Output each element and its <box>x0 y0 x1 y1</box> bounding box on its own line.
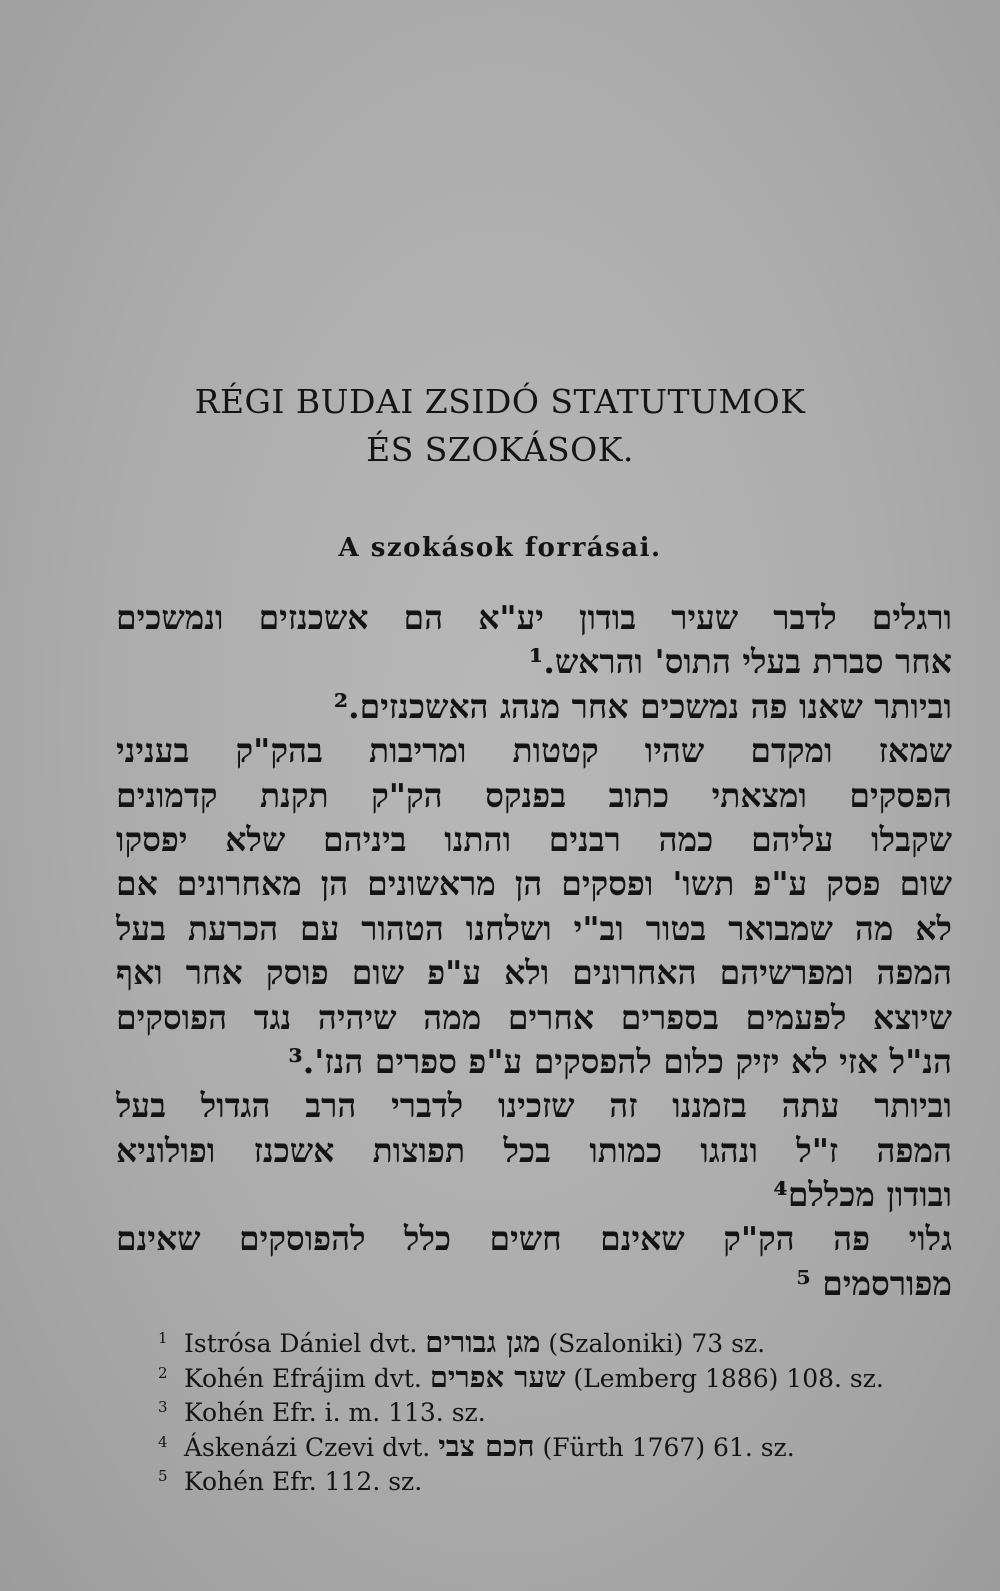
hebrew-line: שקבלו עליהם כמה רבנים והתנו ביניהם שלא יפסקו <box>116 819 952 859</box>
footnote-hebrew-title: חכם צבי <box>438 1428 535 1463</box>
title-line-2: ÉS SZOKÁSOK. <box>366 430 634 469</box>
footnote-number: 3 <box>158 1398 168 1416</box>
hebrew-line: מפורסמים ⁵ <box>796 1263 952 1303</box>
hebrew-line: המפה ז"ל ונהגו כמותו בכל תפוצות אשכנז ופולוניא <box>116 1130 952 1170</box>
section-subtitle: A szokások forrásai. <box>338 533 662 563</box>
footnote-hebrew-title: מגן גבורים <box>425 1325 541 1359</box>
hebrew-line: גלוי פה הק"ק שאינם חשים כלל להפוסקים שאינם <box>116 1219 952 1259</box>
footnote-number: 4 <box>158 1432 168 1451</box>
hebrew-line: וביותר שאנו פה נמשכים אחר מנהג האשכנזים.² <box>333 686 952 726</box>
footnote-number: 5 <box>158 1467 168 1485</box>
hebrew-line: לא מה שמבואר בטור וב"י ושלחנו הטהור עם הכרעת בעל <box>116 908 952 948</box>
footnote-text: Kohén Efr. i. m. 113. sz. <box>184 1398 486 1427</box>
footnote-text: Áskenázi Czevi dvt. <box>184 1432 439 1462</box>
hebrew-line: שום פסק ע"פ תשו' ופסקים הן מראשונים הן מאחרונים אם <box>116 864 952 904</box>
footnote <box>158 1390 958 1425</box>
hebrew-line: שמאז ומקדם שהיו קטטות ומריבות בהק"ק בעניני <box>116 731 952 771</box>
hebrew-line: ורגלים לדבר שעיר בודון יע"א הם אשכנזים ונמשכים <box>116 598 952 637</box>
hebrew-line: הפסקים ומצאתי כתוב בפנקס הק"ק תקנת קדמונים <box>116 775 952 815</box>
footnote <box>158 1321 958 1359</box>
footnote-text-after: (Lemberg 1886) 108. sz. <box>565 1363 884 1393</box>
hebrew-line: המפה ומפרשיהם האחרונים ולא ע"פ שום פוסק אחר ואף <box>116 953 952 993</box>
footnote-text: Kohén Efr. 112. sz. <box>184 1467 423 1496</box>
footnote-text: Kohén Efrájim dvt. <box>184 1363 430 1393</box>
footnote-hebrew-title: שער אפרים <box>429 1359 566 1394</box>
title-line-1: RÉGI BUDAI ZSIDÓ STATUTUMOK <box>194 382 806 421</box>
footnote <box>158 1459 958 1494</box>
hebrew-line: וביותר עתה בזמננו זה שזכינו לדברי הרב הגדול בעל <box>116 1086 952 1126</box>
footnotes <box>158 1321 958 1494</box>
footnote-number: 2 <box>158 1363 168 1382</box>
footnote-text-after: (Szaloniki) 73 sz. <box>540 1329 766 1358</box>
hebrew-line: הנ"ל אזי לא יזיק כלום להפסקים ע"פ ספרים הנז'.³ <box>288 1041 952 1081</box>
footnote <box>158 1356 958 1394</box>
footnote-text-after: (Fürth 1767) 61. sz. <box>534 1432 795 1462</box>
hebrew-line: שיוצא לפעמים בספרים אחרים ממה שיהיה נגד הפוסקים <box>116 997 952 1037</box>
footnote-number: 1 <box>158 1329 168 1347</box>
footnote <box>158 1425 958 1463</box>
hebrew-line: ובודון מכללם⁴ <box>773 1175 952 1215</box>
hebrew-body-text <box>116 596 952 1306</box>
footnote-text: Istrósa Dániel dvt. <box>184 1329 426 1358</box>
hebrew-line: אחר סברת בעלי התוס' והראש.¹ <box>528 642 952 682</box>
